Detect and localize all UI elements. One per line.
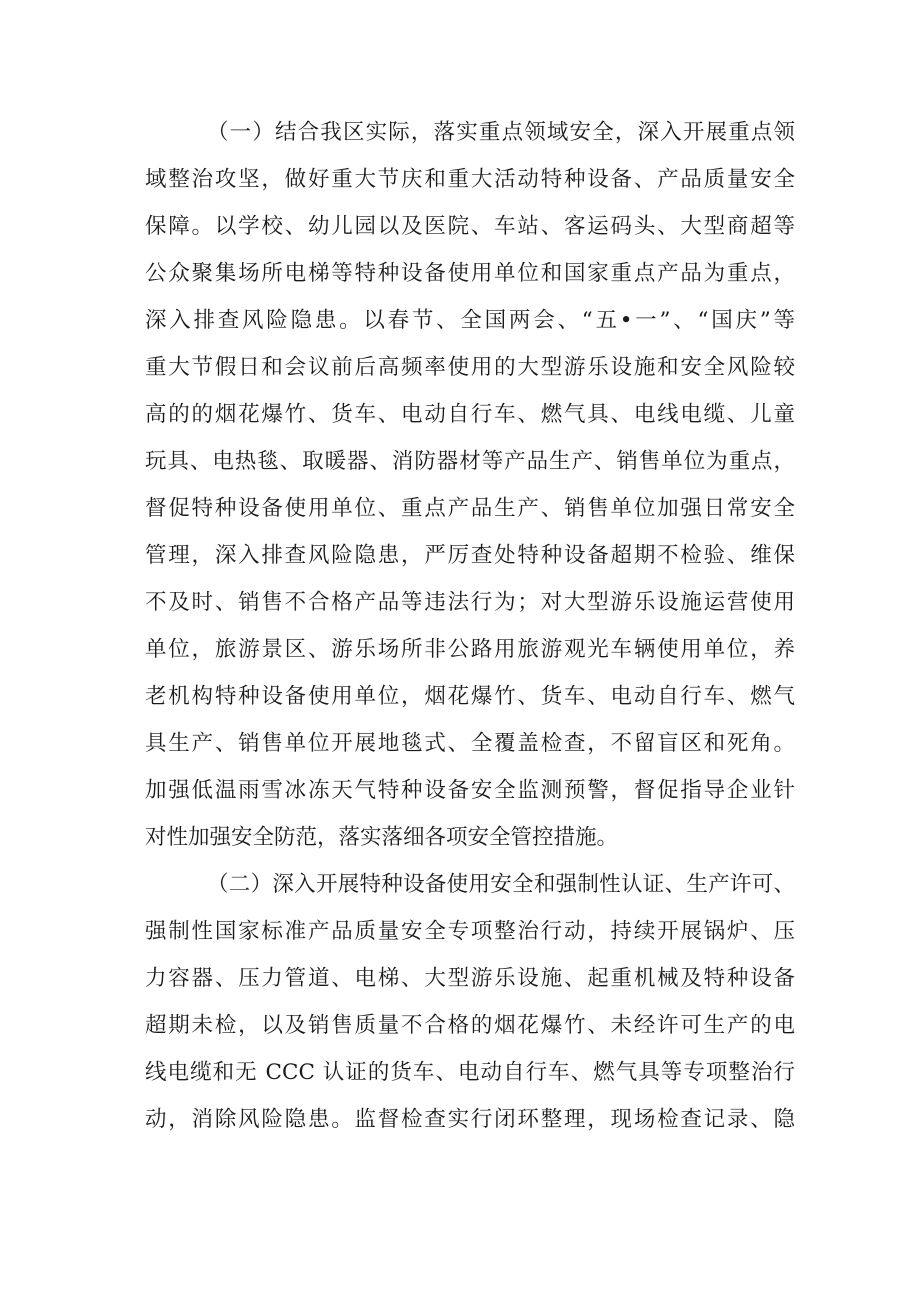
section-2-line-2: 强制性国家标准产品质量安全专项整治行动，持续开展锅炉、压 xyxy=(145,919,795,944)
section-2-line-6: 动，消除风险隐患。监督检查实行闭环整理，现场检查记录、隐 xyxy=(145,1107,795,1132)
section-1-line-4: 公众聚集场所电梯等特种设备使用单位和国家重点产品为重点， xyxy=(145,261,795,286)
section-1-line-13: 老机构特种设备使用单位，烟花爆竹、货车、电动自行车、燃气 xyxy=(145,684,795,709)
section-1-line-12: 单位，旅游景区、游乐场所非公路用旅游观光车辆使用单位，养 xyxy=(145,637,795,662)
section-1-line-6: 重大节假日和会议前后高频率使用的大型游乐设施和安全风险较 xyxy=(145,355,795,380)
section-2-line-5: 线电缆和无 CCC 认证的货车、电动自行车、燃气具等专项整治行 xyxy=(145,1060,795,1085)
section-1-line-2: 域整治攻坚，做好重大节庆和重大活动特种设备、产品质量安全 xyxy=(145,167,795,192)
section-1-line-8: 玩具、电热毯、取暖器、消防器材等产品生产、销售单位为重点， xyxy=(145,449,795,474)
section-1-line-10: 管理，深入排查风险隐患，严厉查处特种设备超期不检验、维保 xyxy=(145,543,795,568)
section-1-line-16: 对性加强安全防范，落实落细各项安全管控措施。 xyxy=(145,825,619,850)
section-2-line-1: （二）深入开展特种设备使用安全和强制性认证、生产许可、 xyxy=(207,872,795,897)
section-1-line-11: 不及时、销售不合格产品等违法行为；对大型游乐设施运营使用 xyxy=(145,590,795,615)
section-2-line-4: 超期未检，以及销售质量不合格的烟花爆竹、未经许可生产的电 xyxy=(145,1013,795,1038)
section-1-line-3: 保障。以学校、幼儿园以及医院、车站、客运码头、大型商超等 xyxy=(145,214,795,239)
section-1-line-5: 深入排查风险隐患。以春节、全国两会、“五•一”、“国庆”等 xyxy=(145,308,795,333)
section-1-line-14: 具生产、销售单位开展地毯式、全覆盖检查，不留盲区和死角。 xyxy=(145,731,795,756)
section-1-line-7: 高的的烟花爆竹、货车、电动自行车、燃气具、电线电缆、儿童 xyxy=(145,402,795,427)
section-2-line-3: 力容器、压力管道、电梯、大型游乐设施、起重机械及特种设备 xyxy=(145,966,795,991)
section-1-line-9: 督促特种设备使用单位、重点产品生产、销售单位加强日常安全 xyxy=(145,496,795,521)
section-1-line-15: 加强低温雨雪冰冻天气特种设备安全监测预警，督促指导企业针 xyxy=(145,778,795,803)
section-1-line-1: （一）结合我区实际，落实重点领域安全，深入开展重点领 xyxy=(207,120,795,145)
